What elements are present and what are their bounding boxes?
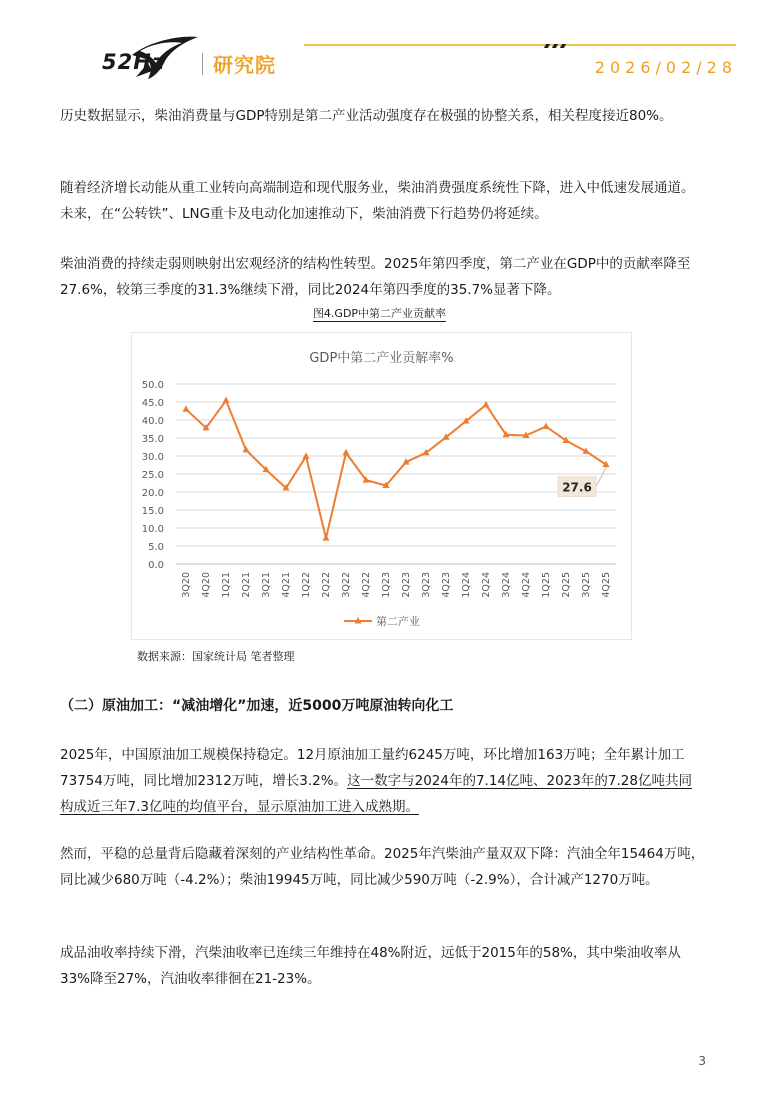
- y-tick-label: 30.0: [141, 452, 164, 463]
- y-tick-label: 10.0: [141, 524, 164, 535]
- figure-caption: [0, 305, 759, 321]
- x-tick-label: 2Q25: [561, 572, 572, 598]
- data-point: [323, 534, 330, 541]
- x-tick-label: 3Q23: [421, 572, 432, 598]
- x-tick-label: 4Q21: [281, 572, 292, 598]
- y-tick-label: 25.0: [141, 470, 164, 481]
- x-tick-label: 2Q24: [481, 572, 492, 598]
- header-rule: [304, 44, 736, 46]
- y-tick-label: 40.0: [141, 416, 164, 427]
- data-point: [243, 446, 250, 453]
- annotation-leader: [596, 468, 606, 487]
- section-heading: （二）原油加工：“减油增化”加速，近5000万吨原油转向化工: [60, 698, 454, 714]
- page-header: [0, 0, 759, 100]
- figure-caption-text: 图4.GDP中第二产业贡献率: [312, 307, 447, 320]
- x-tick-label: 4Q22: [361, 572, 372, 598]
- brand-name: 52Hz: [102, 50, 166, 74]
- x-tick-label: 3Q20: [181, 572, 192, 598]
- chart-plot: [132, 333, 631, 639]
- x-tick-label: 4Q23: [441, 572, 452, 598]
- header-dash: [544, 44, 550, 48]
- x-tick-label: 2Q23: [401, 572, 412, 598]
- x-tick-label: 1Q23: [381, 572, 392, 598]
- x-tick-label: 3Q22: [341, 572, 352, 598]
- y-tick-label: 45.0: [141, 398, 164, 409]
- x-tick-label: 1Q25: [541, 572, 552, 598]
- x-tick-label: 1Q21: [221, 572, 232, 598]
- brand-name-cn: 研究院: [213, 53, 276, 77]
- x-tick-label: 1Q24: [461, 572, 472, 598]
- brand-divider: [202, 53, 203, 75]
- x-tick-label: 4Q20: [201, 572, 212, 598]
- x-tick-label: 2Q22: [321, 572, 332, 598]
- annotation-label: 27.6: [562, 480, 592, 495]
- series-line: [186, 401, 606, 539]
- data-point: [543, 422, 550, 429]
- paragraph-4: [60, 742, 705, 820]
- x-tick-label: 3Q21: [261, 572, 272, 598]
- legend-label: 第二产业: [376, 615, 420, 628]
- data-point: [343, 449, 350, 456]
- y-tick-label: 20.0: [141, 488, 164, 499]
- paragraph-5: 然而，平稳的总量背后隐藏着深刻的产业结构性革命。2025年汽柴油产量双双下降：汽油全年15464万吨，同比减少680万吨（-4.2%）；柴油19945万吨，同比减少590万吨（-2.9%），合计减产1270万吨。: [60, 846, 705, 888]
- paragraph-4-text: 2025年，中国原油加工规模保持稳定。12月原油加工量约6245万吨，环比增加163万吨；全年累计加工73754万吨，同比增加2312万吨，增长3.2%。: [60, 747, 685, 789]
- y-tick-label: 5.0: [148, 542, 164, 553]
- paragraph-1: 历史数据显示，柴油消费量与GDP特别是第二产业活动强度存在极强的协整关系，相关程度接近80%。: [60, 108, 673, 124]
- report-date: 2026/02/28: [594, 58, 737, 77]
- y-tick-label: 50.0: [141, 380, 164, 391]
- x-tick-label: 4Q25: [601, 572, 612, 598]
- paragraph-6: 成品油收率持续下滑，汽柴油收率已连续三年维持在48%附近，远低于2015年的58%，其中柴油收率从33%降至27%，汽油收率徘徊在21-23%。: [60, 945, 681, 987]
- x-tick-label: 1Q22: [301, 572, 312, 598]
- x-tick-label: 3Q24: [501, 572, 512, 598]
- x-tick-label: 3Q25: [581, 572, 592, 598]
- paragraph-4-underlined: 这一数字与2024年的7.14亿吨、2023年的7.28亿吨共同构成近三年7.3亿吨的均值平台，显示原油加工进入成熟期。: [60, 773, 692, 815]
- x-tick-label: 4Q24: [521, 572, 532, 598]
- chart-title: GDP中第二产业贡解率%: [309, 351, 454, 366]
- page-number: 3: [698, 1054, 706, 1068]
- y-tick-label: 15.0: [141, 506, 164, 517]
- line-chart: [132, 333, 631, 639]
- y-tick-label: 0.0: [148, 560, 164, 571]
- paragraph-2: 随着经济增长动能从重工业转向高端制造和现代服务业，柴油消费强度系统性下降，进入中低速发展通道。未来，在“公转铁”、LNG重卡及电动化加速推动下，柴油消费下行趋势仍将延续。: [60, 180, 695, 222]
- header-dash: [560, 44, 566, 48]
- paragraph-3: 柴油消费的持续走弱则映射出宏观经济的结构性转型。2025年第四季度，第二产业在GDP中的贡献率降至27.6%，较第三季度的31.3%继续下滑，同比2024年第四季度的35.7%显著下降。: [60, 256, 691, 298]
- y-tick-label: 35.0: [141, 434, 164, 445]
- data-point: [223, 397, 230, 404]
- data-point: [183, 405, 190, 412]
- header-dash: [552, 44, 558, 48]
- x-tick-label: 2Q21: [241, 572, 252, 598]
- figure-source: 数据来源：国家统计局 笔者整理: [137, 650, 295, 663]
